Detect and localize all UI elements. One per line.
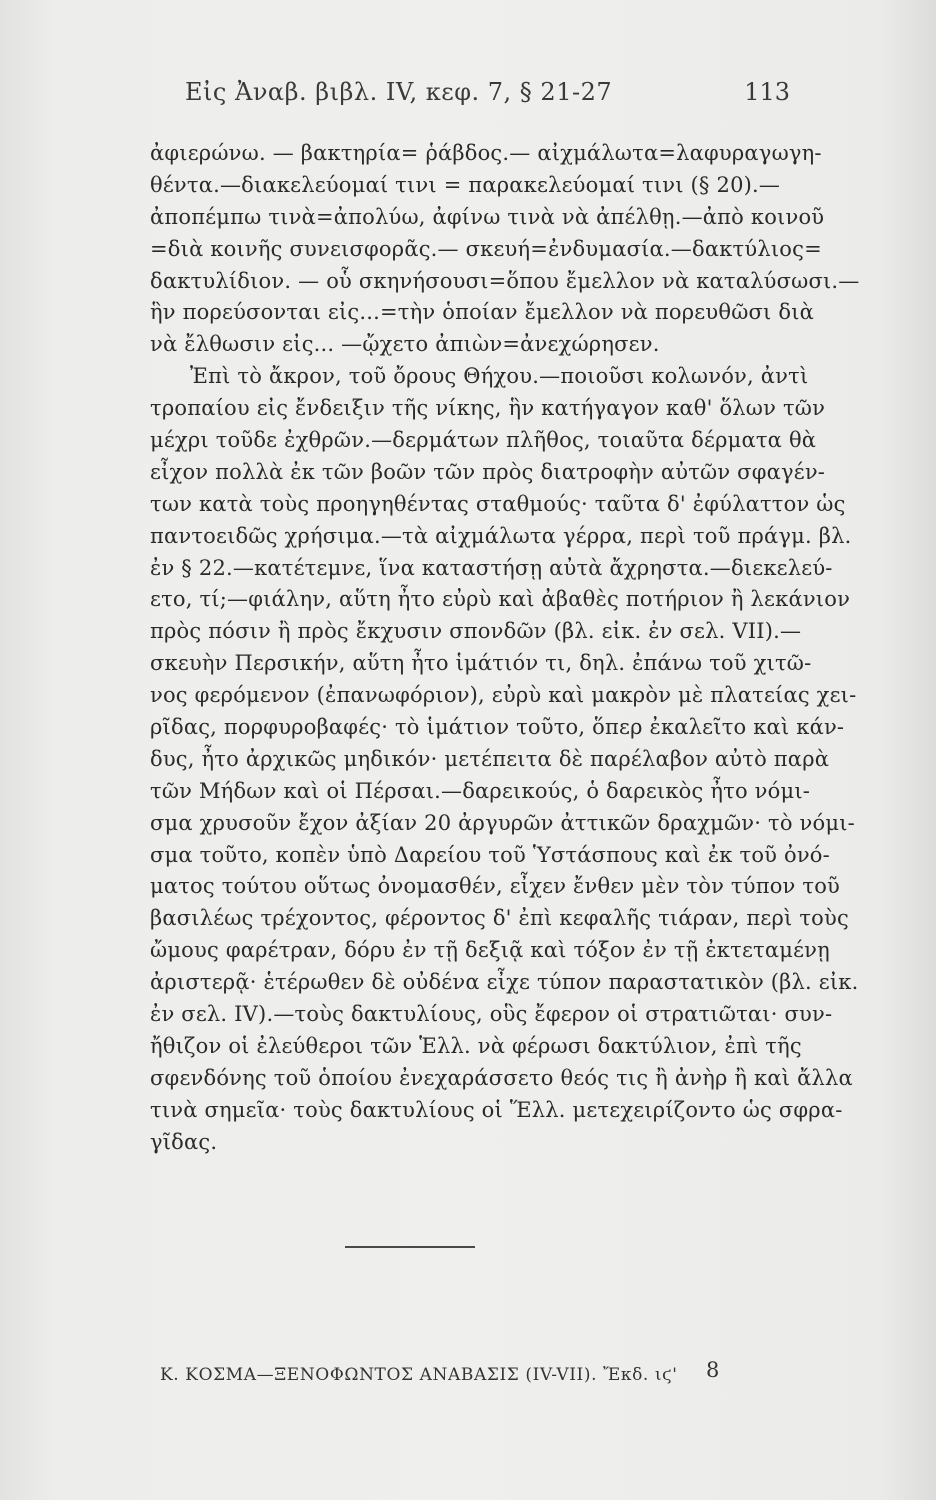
text-line: ἀφιερώνω. — βακτηρία= ῥάβδος.— αἰχμάλωτα=λαφυραγωγη- bbox=[150, 141, 822, 165]
text-line: σκευὴν Περσικήν, αὕτη ἦτο ἱμάτιόν τι, δηλ. ἐπάνω τοῦ χιτῶ- bbox=[150, 651, 812, 676]
running-head-title: Εἰς Ἀναβ. βιβλ. IV, κεφ. 7, § 21-27 bbox=[185, 78, 613, 106]
text-line: ρῖδας, πορφυροβαφές· τὸ ἱμάτιον τοῦτο, ὅπερ ἐκαλεῖτο καὶ κάν- bbox=[150, 715, 845, 740]
text-line: δακτυλίδιον. — οὗ σκηνήσουσι=ὅπου ἔμελλον νὰ καταλύσωσι.— bbox=[150, 268, 860, 293]
section-divider bbox=[345, 1246, 475, 1248]
text-line: σφενδόνης τοῦ ὁποίου ἐνεχαράσσετο θεός τις ἢ ἀνὴρ ἢ καὶ ἄλλα bbox=[150, 1065, 853, 1090]
text-line: εἶχον πολλὰ ἐκ τῶν βοῶν τῶν πρὸς διατροφὴν αὐτῶν σφαγέν- bbox=[150, 459, 826, 484]
text-line: νος φερόμενον (ἐπανωφόριον), εὐρὺ καὶ μακρὸν μὲ πλατείας χει- bbox=[150, 683, 857, 708]
text-line: μέχρι τοῦδε ἐχθρῶν.—δερμάτων πλῆθος, τοιαῦτα δέρματα θὰ bbox=[150, 428, 817, 453]
text-line: ἐν § 22.—κατέτεμνε, ἵνα καταστήσῃ αὐτὰ ἄχρηστα.—διεκελεύ- bbox=[150, 555, 833, 580]
text-line: δυς, ἦτο ἀρχικῶς μηδικόν· μετέπειτα δὲ παρέλαβον αὐτὸ παρὰ bbox=[150, 746, 830, 771]
text-line: σμα χρυσοῦν ἔχον ἀξίαν 20 ἀργυρῶν ἀττικῶν δραχμῶν· τὸ νόμι- bbox=[150, 810, 855, 835]
text-line: σμα τοῦτο, κοπὲν ὑπὸ Δαρείου τοῦ Ὑστάσπους καὶ ἐκ τοῦ ὀνό- bbox=[150, 842, 830, 867]
text-line: τῶν Μήδων καὶ οἱ Πέρσαι.—δαρεικούς, ὁ δαρεικὸς ἦτο νόμι- bbox=[150, 778, 811, 803]
text-line: ετο, τί;—φιάλην, αὕτη ἦτο εὐρὺ καὶ ἀβαθὲς ποτήριον ἢ λεκάνιον bbox=[150, 587, 851, 612]
text-line: τινὰ σημεῖα· τοὺς δακτυλίους οἱ Ἕλλ. μετεχειρίζοντο ὡς σφρα- bbox=[150, 1097, 843, 1122]
text-line: των κατὰ τοὺς προηγηθέντας σταθμούς· ταῦτα δ' ἐφύλαττον ὡς bbox=[150, 491, 846, 516]
printer-signature: Κ. ΚΟΣΜΑ—ΞΕΝΟΦΩΝΤΟΣ ΑΝΑΒΑΣΙΣ (IV-VII). Ἔκδ. ιϛ' bbox=[160, 1365, 678, 1385]
text-line: τροπαίου εἰς ἔνδειξιν τῆς νίκης, ἣν κατήγαγον καθ' ὅλων τῶν bbox=[150, 396, 826, 421]
text-line: ἀριστερᾷ· ἑτέρωθεν δὲ οὐδένα εἶχε τύπον παραστατικὸν (βλ. εἰκ. bbox=[150, 970, 859, 995]
text-line: =διὰ κοινῆς συνεισφορᾶς.— σκευή=ἐνδυμασία.—δακτύλιος= bbox=[150, 236, 822, 261]
text-line: ἀποπέμπω τινὰ=ἀπολύω, ἀφίνω τινὰ νὰ ἀπέλθῃ.—ἀπὸ κοινοῦ bbox=[150, 204, 825, 229]
text-line: ὤμους φαρέτραν, δόρυ ἐν τῇ δεξιᾷ καὶ τόξον ἐν τῇ ἐκτεταμένῃ bbox=[150, 938, 830, 963]
text-line: θέντα.—διακελεύομαί τινι = παρακελεύομαί τινι (§ 20).— bbox=[150, 172, 781, 197]
running-head bbox=[165, 78, 790, 112]
text-line: ματος τούτου οὕτως ὀνομασθέν, εἶχεν ἔνθεν μὲν τὸν τύπον τοῦ bbox=[150, 874, 841, 899]
page-number: 113 bbox=[744, 78, 790, 106]
text-line: παντοειδῶς χρήσιμα.—τὰ αἰχμάλωτα γέρρα, περὶ τοῦ πράγμ. βλ. bbox=[150, 523, 852, 548]
text-line: βασιλέως τρέχοντος, φέροντος δ' ἐπὶ κεφαλῆς τιάραν, περὶ τοὺς bbox=[150, 906, 849, 931]
text-line: ἐν σελ. IV).—τοὺς δακτυλίους, οὓς ἔφερον οἱ στρατιῶται· συν- bbox=[150, 1002, 833, 1027]
commentary-text bbox=[150, 138, 860, 1159]
text-line: γῖδας. bbox=[150, 1129, 218, 1154]
sheet-number: 8 bbox=[706, 1358, 720, 1382]
text-line: νὰ ἔλθωσιν εἰς... —ᾤχετο ἀπιὼν=ἀνεχώρησεν. bbox=[150, 332, 660, 357]
text-line: ἣν πορεύσονται εἰς...=τὴν ὁποίαν ἔμελλον νὰ πορευθῶσι διὰ bbox=[150, 300, 815, 325]
text-line: πρὸς πόσιν ἢ πρὸς ἔκχυσιν σπονδῶν (βλ. εἰκ. ἐν σελ. VII).— bbox=[150, 619, 802, 644]
text-line: Ἐπὶ τὸ ἄκρον, τοῦ ὄρους Θήχου.—ποιοῦσι κολωνόν, ἀντὶ bbox=[190, 364, 809, 389]
text-line: ἤθιζον οἱ ἐλεύθεροι τῶν Ἑλλ. νὰ φέρωσι δακτύλιον, ἐπὶ τῆς bbox=[150, 1033, 802, 1058]
